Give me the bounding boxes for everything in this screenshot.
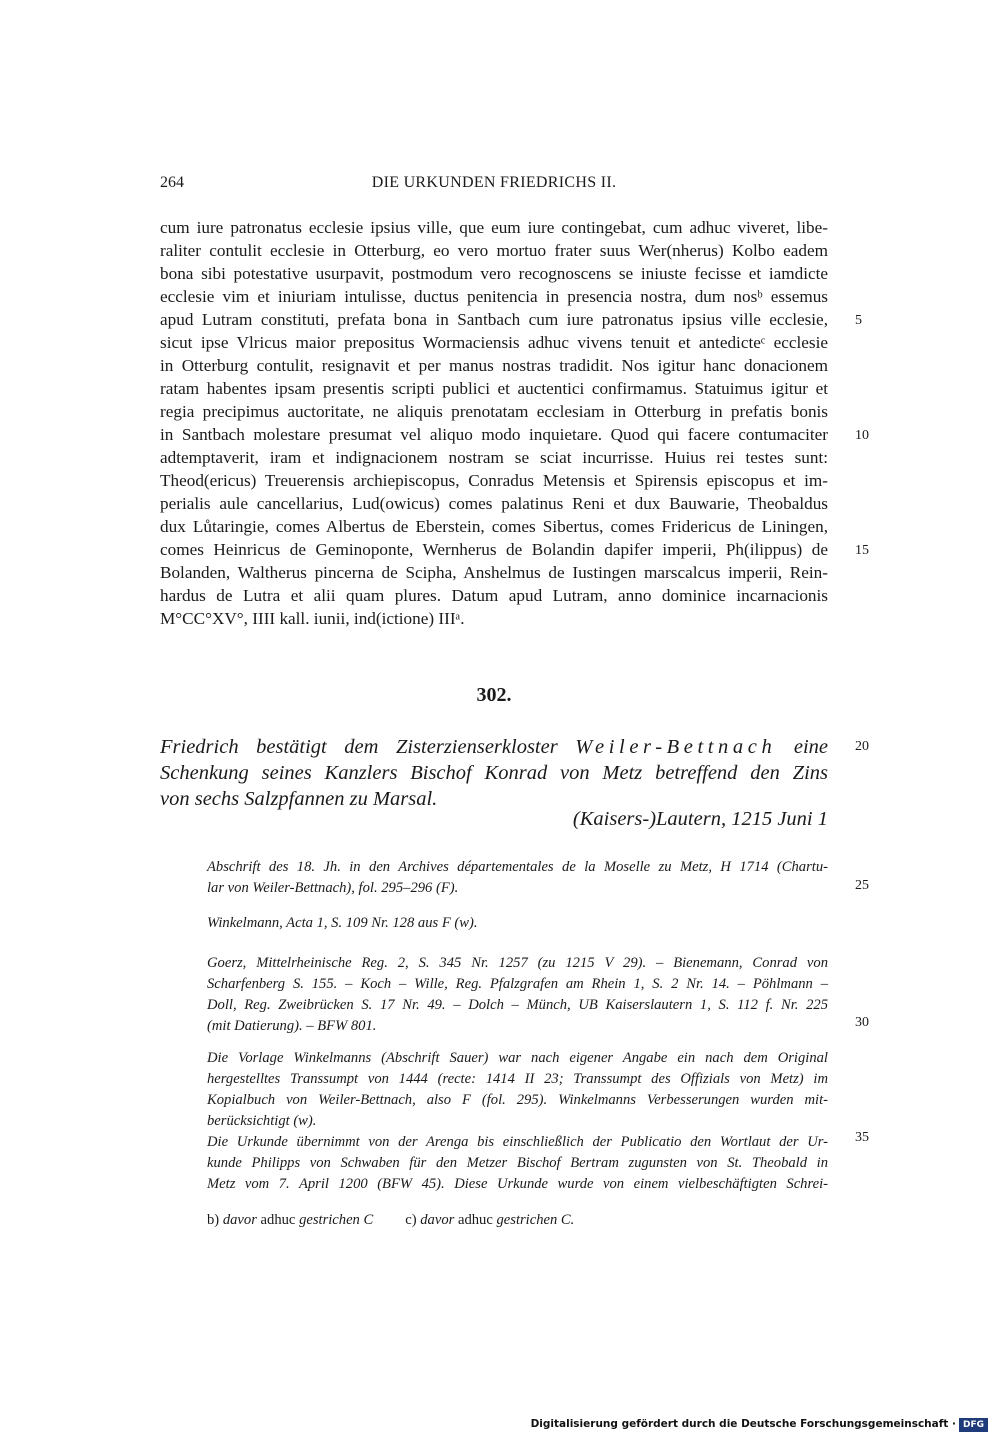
commentary-line: Die Vorlage Winkelmanns (Abschrift Sauer) war nach eigener Angabe ein nach dem Original [207, 1050, 828, 1066]
regest-note-line: (mit Datierung). – BFW 801. [207, 1018, 377, 1034]
tradition-note-line: lar von Weiler-Bettnach), fol. 295–296 (F). [207, 880, 459, 896]
footnote-c [405, 1212, 574, 1228]
commentary-line: berücksichtigt (w). [207, 1113, 317, 1129]
line-number: 30 [855, 1015, 869, 1030]
footnote-italic: davor [222, 1212, 257, 1228]
running-title: DIE URKUNDEN FRIEDRICHS II. [371, 174, 617, 191]
text-line: M°CC°XV°, IIII kall. iunii, ind(ictione) IIIᵃ. [160, 609, 465, 628]
commentary-line: hergestelltes Transsumpt von 1444 (recte: 1414 II 23; Transsumpt des Offizials von Metz) im [207, 1071, 828, 1087]
footnote-b [207, 1212, 373, 1228]
dfg-logo: DFG [959, 1418, 988, 1432]
line-number: 10 [855, 428, 869, 443]
rubric-line: von sechs Salzpfannen zu Marsal. [160, 788, 438, 810]
text-line: apud Lutram constituti, prefata bona in Santbach cum iure patronatus ipsius ville ecclesie, [160, 310, 828, 329]
text-line: Bolanden, Waltherus pincerna de Scipha, Anshelmus de Iustingen marscalcus imperii, Rein- [160, 563, 828, 582]
text-line: in Santbach molestare presumat vel aliquo modo inquietare. Quod qui facere contumaciter [160, 425, 828, 444]
text-line: hardus de Lutra et alii quam plures. Datum apud Lutram, anno dominice incarnacionis [160, 586, 828, 605]
tradition-note-line: Abschrift des 18. Jh. in den Archives départementales de la Moselle zu Metz, H 1714 (Chartu- [207, 859, 828, 875]
line-number: 15 [855, 543, 869, 558]
footnote-italic: gestrichen C [299, 1212, 374, 1228]
text-line: Theod(ericus) Treuerensis archiepiscopus, Conradus Metensis et Spirensis episcopus et im- [160, 471, 828, 490]
text-line: perialis aule cancellarius, Lud(owicus) comes palatinus Reni et dux Bauwarie, Theobaldus [160, 494, 828, 513]
text-line: adtemptaverit, iram et indignacionem nostram se sciat incurrisse. Huius rei testes sunt: [160, 448, 828, 467]
regest-note-line: Scharfenberg S. 155. – Koch – Wille, Reg. Pfalzgrafen am Rhein 1, S. 2 Nr. 14. – Pöhlmann – [207, 976, 828, 992]
funding-credit [531, 1418, 988, 1432]
rubric-text: Friedrich bestätigt dem Zisterzienserkloster [160, 736, 558, 758]
line-number: 5 [855, 313, 862, 328]
regest-note-line: Doll, Reg. Zweibrücken S. 17 Nr. 49. – Dolch – Münch, UB Kaiserslautern 1, S. 112 f. Nr. 225 [207, 997, 828, 1013]
credit-text: Digitalisierung gefördert durch die Deutsche Forschungsgemeinschaft · [530, 1418, 956, 1430]
text-line: raliter contulit ecclesie in Otterburg, eo vero mortuo frater suus Wer(nherus) Kolbo eadem [160, 241, 828, 260]
text-line: regia precipimus auctoritate, ne aliquis prenotatam ecclesiam in Otterburg in prefatis bonis [160, 402, 828, 421]
footnote-word: adhuc [260, 1212, 296, 1228]
text-line: comes Heinricus de Geminoponte, Wernherus de Bolandin dapifer imperii, Ph(ilippus) de [160, 540, 828, 559]
page-number: 264 [160, 174, 184, 191]
rubric-text: eine [793, 736, 829, 758]
text-line: ecclesie vim et iniuriam intulisse, ductus penitencia in presencia nostra, dum nosᵇ essemus [160, 287, 828, 306]
document-number: 302. [476, 684, 512, 706]
text-line: cum iure patronatus ecclesie ipsius ville, que eum iure contingebat, cum adhuc viveret, libe- [160, 218, 828, 237]
commentary-line: Die Urkunde übernimmt von der Arenga bis einschließlich der Publicatio den Wortlaut der Ur- [207, 1134, 828, 1150]
footnote-italic: davor [420, 1212, 455, 1228]
footnote-italic: gestrichen C. [496, 1212, 575, 1228]
text-line: sicut ipse Vlricus maior prepositus Wormaciensis adhuc vivens tenuit et antedicteᶜ ecclesie [160, 333, 828, 352]
rubric-line [160, 734, 828, 760]
footnote-mark: b) [207, 1212, 220, 1228]
dateline: (Kaisers-)Lautern, 1215 Juni 1 [572, 808, 828, 830]
text-line: dux Lůtaringie, comes Albertus de Eberstein, comes Sibertus, comes Fridericus de Liningen, [160, 517, 828, 536]
commentary-line: Kopialbuch von Weiler-Bettnach, also F (fol. 295). Winkelmanns Verbesserungen wurden mit- [207, 1092, 828, 1108]
line-number: 35 [855, 1130, 869, 1145]
commentary-line: kunde Philipps von Schwaben für den Metzer Bischof Bertram zugunsten von St. Theobald in [207, 1155, 828, 1171]
footnotes [207, 1212, 574, 1229]
text-line: bona sibi potestative usurpavit, postmodum vero recognoscens se iniuste fecisse et iamdicte [160, 264, 828, 283]
footnote-word: adhuc [457, 1212, 493, 1228]
rubric-line: Schenkung seines Kanzlers Bischof Konrad von Metz betreffend den Zins [160, 762, 828, 784]
footnote-mark: c) [405, 1212, 417, 1228]
regest-note-line: Goerz, Mittelrheinische Reg. 2, S. 345 Nr. 1257 (zu 1215 V 29). – Bienemann, Conrad von [207, 955, 828, 971]
place-name-spaced: Weiler-Bettnach [575, 736, 777, 758]
line-number: 25 [855, 878, 869, 893]
line-number: 20 [855, 739, 869, 754]
page-header [160, 174, 828, 196]
text-line: ratam habentes ipsam presentis scripti publici et auctentici confirmamus. Statuimus igitur et [160, 379, 828, 398]
text-line: in Otterburg contulit, resignavit et per manus nostras tradidit. Nos igitur hanc donacionem [160, 356, 828, 375]
edition-note-line: Winkelmann, Acta 1, S. 109 Nr. 128 aus F (w). [207, 915, 478, 931]
commentary-line: Metz vom 7. April 1200 (BFW 45). Diese Urkunde wurde von einem vielbeschäftigten Schrei- [207, 1176, 828, 1192]
